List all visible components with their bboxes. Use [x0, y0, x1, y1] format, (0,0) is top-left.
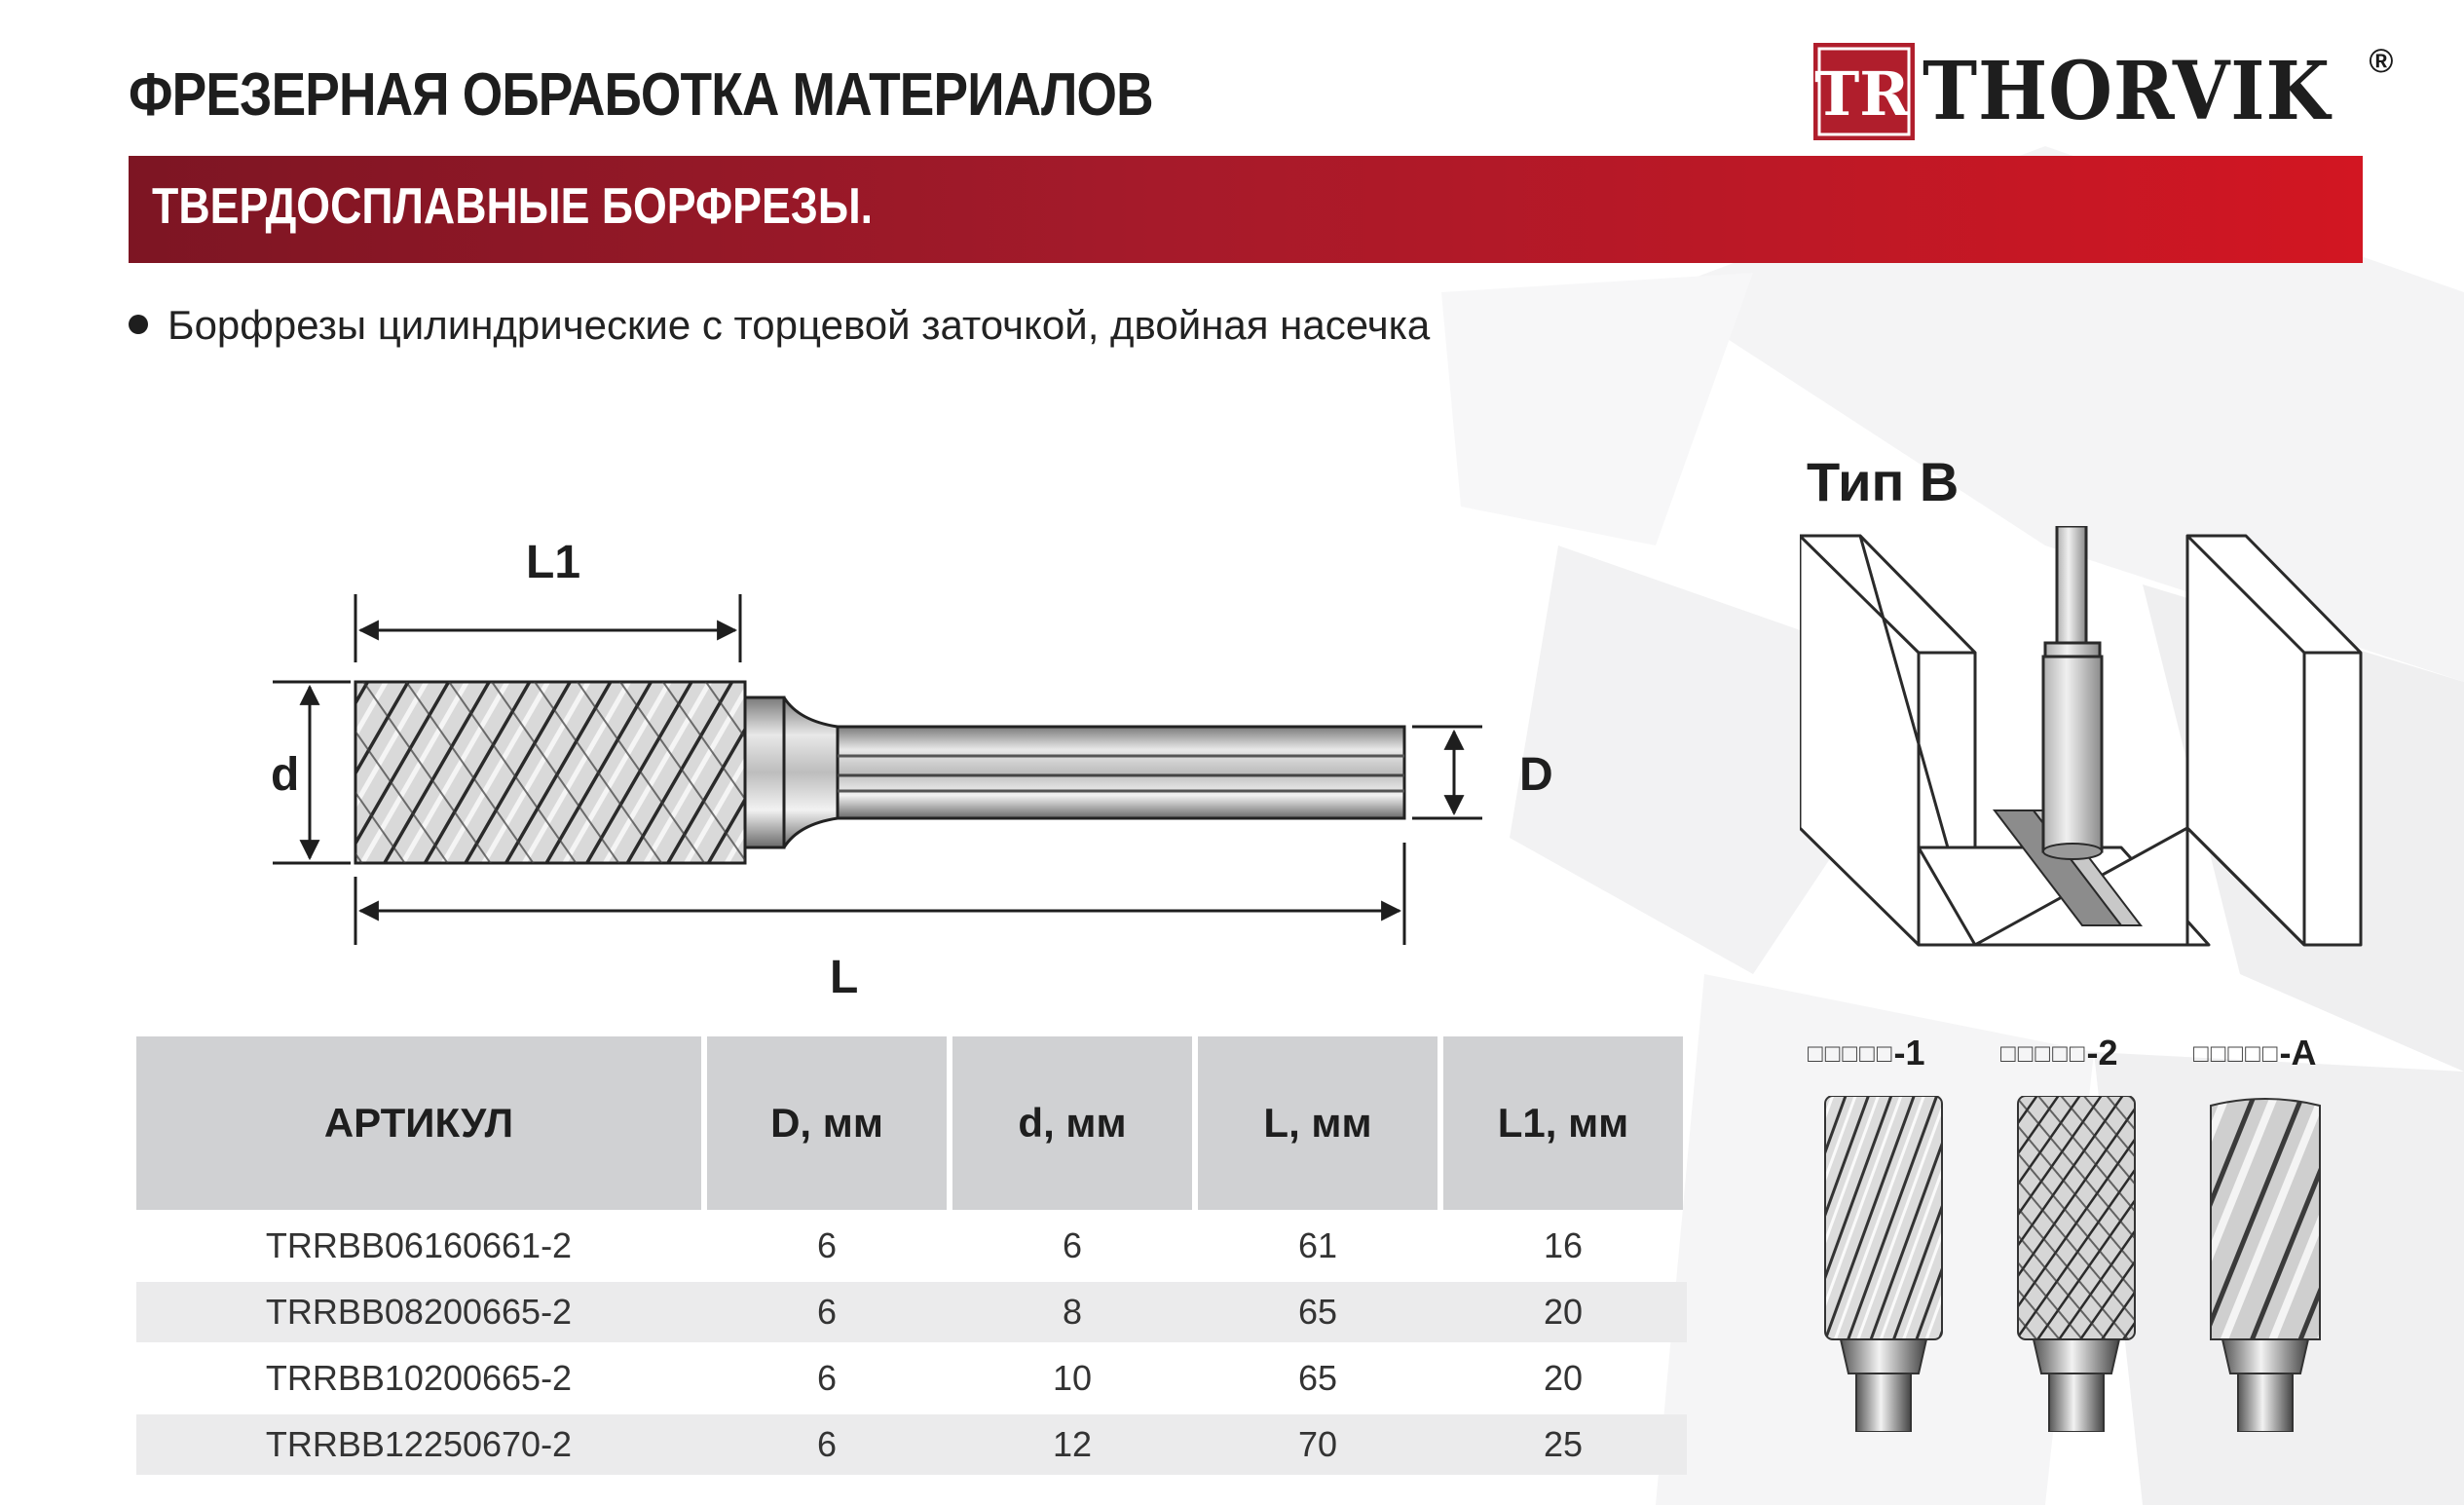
table-row — [136, 1282, 1687, 1342]
thorvik-logo-icon — [1813, 43, 1915, 140]
dimension-label-l1: L1 — [526, 537, 581, 588]
cell-d: 12 — [1052, 1424, 1093, 1464]
cell-L1: 16 — [1543, 1225, 1584, 1265]
cell-D: 6 — [816, 1292, 838, 1332]
page-title: ФРЕЗЕРНАЯ ОБРАБОТКА МАТЕРИАЛОВ — [129, 61, 1153, 129]
burr-shank — [838, 727, 1404, 818]
header-D: D, мм — [707, 1036, 947, 1210]
cutting-head — [355, 682, 745, 863]
burr-drawing-svg — [253, 526, 1617, 1013]
header-d: d, мм — [952, 1036, 1192, 1210]
cell-L: 61 — [1297, 1225, 1338, 1265]
brand-logo — [1813, 43, 2394, 140]
brand-name: THORVIK — [1923, 45, 2331, 138]
cell-D: 6 — [816, 1358, 838, 1398]
header-article: АРТИКУЛ — [136, 1036, 701, 1210]
header-L: L, мм — [1198, 1036, 1437, 1210]
tool-in-slot — [2043, 526, 2102, 859]
burr-dimension-drawing — [253, 526, 1617, 1013]
type-title: Тип В — [1807, 451, 1960, 512]
header-L1: L1, мм — [1443, 1036, 1683, 1210]
dimension-label-d: d — [271, 749, 300, 801]
cell-article: TRRBB06160661-2 — [265, 1225, 573, 1265]
table-row — [136, 1216, 1687, 1276]
table-row — [136, 1414, 1687, 1475]
cell-L1: 20 — [1543, 1292, 1584, 1332]
variant-label-a: □□□□□-A — [2193, 1033, 2317, 1072]
cell-D: 6 — [816, 1225, 838, 1265]
cell-article: TRRBB12250670-2 — [265, 1424, 573, 1464]
description-text: Борфрезы цилиндрические с торцевой заточкой, двойная насечка — [168, 302, 1431, 348]
cell-article: TRRBB10200665-2 — [265, 1358, 573, 1398]
cell-L1: 25 — [1543, 1424, 1584, 1464]
cell-L: 65 — [1297, 1292, 1338, 1332]
bullet-icon — [129, 315, 148, 334]
type-b-diagram — [1800, 526, 2365, 955]
section-title: ТВЕРДОСПЛАВНЫЕ БОРФРЕЗЫ. — [152, 178, 874, 235]
svg-text:TR: TR — [1814, 58, 1910, 130]
cell-L: 70 — [1297, 1424, 1338, 1464]
table-row — [136, 1348, 1687, 1409]
cell-L1: 20 — [1543, 1358, 1584, 1398]
type-b-svg — [1800, 526, 2365, 955]
variant-label-1: □□□□□-1 — [1808, 1033, 1925, 1072]
cell-D: 6 — [816, 1424, 838, 1464]
specs-table — [136, 1036, 1687, 1475]
dimension-label-big-d: D — [1519, 749, 1553, 801]
dimension-label-l: L — [830, 952, 859, 1003]
cell-d: 8 — [1062, 1292, 1083, 1332]
product-description — [129, 302, 1430, 349]
table-header — [136, 1036, 1687, 1210]
registered-mark: ® — [2369, 43, 2394, 80]
variant-1-burr-image — [1821, 1096, 1948, 1432]
variant-a-burr-image — [2203, 1096, 2330, 1432]
cell-L: 65 — [1297, 1358, 1338, 1398]
cell-article: TRRBB08200665-2 — [265, 1292, 573, 1332]
variant-label-2: □□□□□-2 — [2000, 1033, 2118, 1072]
variant-2-burr-image — [2014, 1096, 2141, 1432]
cell-d: 6 — [1062, 1225, 1083, 1265]
section-banner — [129, 156, 2363, 263]
cell-d: 10 — [1052, 1358, 1093, 1398]
burr-collar — [745, 697, 784, 847]
